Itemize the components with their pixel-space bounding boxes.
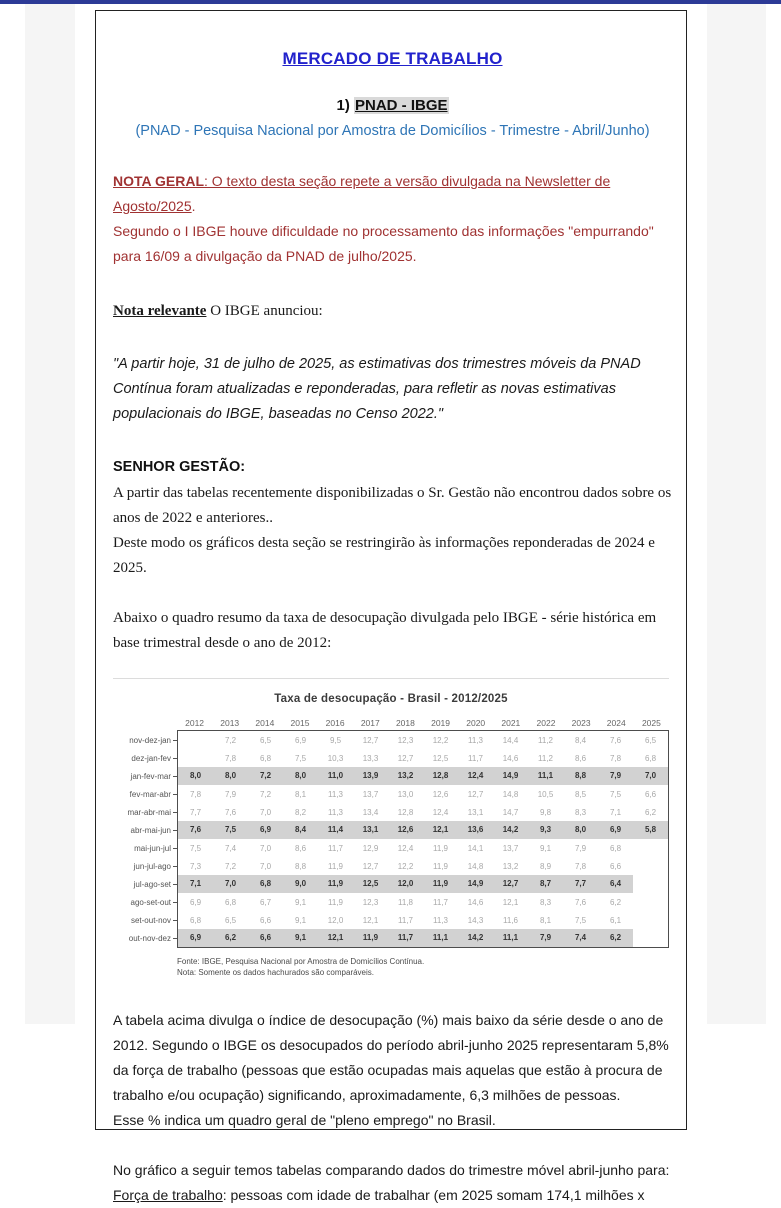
nota-geral-paragraph bbox=[113, 169, 672, 269]
table-cell: 6,2 bbox=[598, 929, 633, 947]
table-cell: 13,7 bbox=[362, 789, 379, 799]
table-cell: 11,7 bbox=[328, 843, 343, 853]
table-cell: 11,9 bbox=[433, 861, 448, 871]
table-cell: 7,5 bbox=[609, 789, 622, 799]
table-cell: 7,0 bbox=[213, 875, 248, 893]
table-cell: 13,1 bbox=[467, 807, 484, 817]
row-label: jun-jul-ago bbox=[113, 857, 177, 875]
table-cell: 7,5 bbox=[574, 915, 587, 925]
table-cell: 7,3 bbox=[189, 861, 202, 871]
table-cell: 6,9 bbox=[598, 821, 633, 839]
table-cell: 9,8 bbox=[539, 807, 552, 817]
nota-geral-line2: Segundo o I IBGE houve dificuldade no processamento das informações "empurrando" para 16/09 a divulgação da PNAD de julho/2025. bbox=[113, 223, 654, 264]
table-row bbox=[178, 785, 668, 803]
table-cell: 6,2 bbox=[213, 929, 248, 947]
ibge-quote: "A partir hoje, 31 de julho de 2025, as estimativas dos trimestres móveis da PNAD Contínua foram atualizadas e reponderadas, para refletir as novas estimativas populacionais do IBGE, baseadas no Censo 2022." bbox=[113, 356, 641, 422]
table-cell: 9,1 bbox=[294, 915, 307, 925]
year-header-cell: 2014 bbox=[255, 718, 275, 728]
table-cell: 6,6 bbox=[259, 915, 272, 925]
forca-de-trabalho-label: Força de trabalho bbox=[113, 1187, 223, 1204]
table-cell: 12,5 bbox=[432, 753, 449, 763]
table-cell: 11,2 bbox=[538, 753, 553, 763]
table-cell: 7,9 bbox=[528, 929, 563, 947]
table-cell: 6,2 bbox=[609, 897, 622, 907]
table-cell: 12,2 bbox=[432, 735, 449, 745]
analysis-text-2: Esse % indica um quadro geral de "pleno emprego" no Brasil. bbox=[113, 1112, 496, 1129]
table-cell: 8,8 bbox=[563, 767, 598, 785]
table-cell: 7,6 bbox=[224, 807, 237, 817]
table-cell: 7,1 bbox=[178, 875, 213, 893]
table-cell: 8,0 bbox=[563, 821, 598, 839]
table-cell: 8,1 bbox=[539, 915, 552, 925]
forca-de-trabalho-text: : pessoas com idade de trabalhar (em 2025 somam 174,1 milhões x bbox=[222, 1187, 645, 1204]
table-cell: 14,9 bbox=[458, 875, 493, 893]
table-cell: 12,3 bbox=[397, 735, 414, 745]
row-label: ago-set-out bbox=[113, 893, 177, 911]
table-cell: 6,8 bbox=[644, 753, 657, 763]
table-row bbox=[178, 821, 668, 839]
section-name: PNAD - IBGE bbox=[355, 97, 448, 114]
table-cell: 6,9 bbox=[189, 897, 202, 907]
row-label: nov-dez-jan bbox=[113, 731, 177, 749]
table-cell: 8,5 bbox=[574, 789, 587, 799]
table-cell: 11,9 bbox=[423, 875, 458, 893]
table-cell: 12,6 bbox=[388, 821, 423, 839]
table-cell: 7,9 bbox=[598, 767, 633, 785]
table-footnotes bbox=[177, 956, 669, 978]
table-cell: 14,2 bbox=[458, 929, 493, 947]
table-cell: 7,7 bbox=[563, 875, 598, 893]
table-cell: 7,6 bbox=[178, 821, 213, 839]
table-cell: 11,7 bbox=[433, 897, 448, 907]
table-cell: 11,6 bbox=[503, 915, 518, 925]
table-cell: 7,9 bbox=[224, 789, 237, 799]
table-cell: 12,4 bbox=[458, 767, 493, 785]
table-cell: 11,8 bbox=[398, 897, 413, 907]
table-intro-text: Abaixo o quadro resumo da taxa de desocupação divulgada pelo IBGE - série histórica em base trimestral desde o ano de 2012: bbox=[113, 610, 657, 651]
table-cell: 11,3 bbox=[328, 789, 343, 799]
table-cell: 7,2 bbox=[259, 789, 272, 799]
table-cell: 12,9 bbox=[362, 843, 379, 853]
table-row bbox=[178, 893, 668, 911]
table-cell: 7,8 bbox=[189, 789, 202, 799]
table-cell: 11,2 bbox=[538, 735, 553, 745]
table-cell: 12,7 bbox=[493, 875, 528, 893]
table-cell: 7,1 bbox=[609, 807, 622, 817]
table-cell: 11,3 bbox=[328, 807, 343, 817]
table-cell: 8,2 bbox=[294, 807, 307, 817]
table-cell: 11,1 bbox=[423, 929, 458, 947]
analysis-paragraph-2 bbox=[113, 1158, 672, 1208]
next-chart-intro: No gráfico a seguir temos tabelas comparando dados do trimestre móvel abril-junho para: bbox=[113, 1162, 670, 1179]
table-cell: 6,8 bbox=[609, 843, 622, 853]
table-cell: 8,9 bbox=[539, 861, 552, 871]
row-label: mar-abr-mai bbox=[113, 803, 177, 821]
table-grid bbox=[177, 730, 669, 948]
row-label: jan-fev-mar bbox=[113, 767, 177, 785]
table-cell: 8,3 bbox=[539, 897, 552, 907]
unemployment-rate-figure bbox=[113, 678, 669, 988]
table-row bbox=[178, 749, 668, 767]
table-cell: 12,2 bbox=[397, 861, 414, 871]
table-cell: 12,5 bbox=[353, 875, 388, 893]
year-header-cell: 2021 bbox=[501, 718, 521, 728]
table-cell: 14,6 bbox=[467, 897, 484, 907]
row-label: out-nov-dez bbox=[113, 929, 177, 947]
table-cell: 11,9 bbox=[353, 929, 388, 947]
table-row bbox=[178, 731, 668, 749]
nota-geral-underlined-text: : O texto desta seção repete a versão divulgada na Newsletter de Agosto/2025 bbox=[113, 173, 611, 214]
analysis-text-1: A tabela acima divulga o índice de desocupação (%) mais baixo da série desde o ano de 2012. Segundo o IBGE os desocupados do período abril-junho 2025 representaram 5,8% da força de trabalho (pessoas que estão ocupadas mais aquelas que estão à procura de trabalho e/ou ocupação) significando, aproximadamente, 6,3 milhões de pessoas. bbox=[113, 1012, 669, 1104]
year-header-cell: 2015 bbox=[290, 718, 310, 728]
table-cell: 11,7 bbox=[388, 929, 423, 947]
table-row bbox=[178, 875, 668, 893]
document-frame bbox=[95, 10, 687, 1204]
table-cell: 11,9 bbox=[433, 843, 448, 853]
table-cell: 12,8 bbox=[423, 767, 458, 785]
table-cell: 14,9 bbox=[493, 767, 528, 785]
senhor-gestao-line2: Deste modo os gráficos desta seção se restringirão às informações reponderadas de 2024 e 2025. bbox=[113, 535, 655, 576]
table-cell: 13,7 bbox=[502, 843, 519, 853]
table-cell: 6,8 bbox=[189, 915, 202, 925]
year-header-cell: 2023 bbox=[571, 718, 591, 728]
year-header-cell: 2016 bbox=[325, 718, 345, 728]
table-cell: 9,3 bbox=[528, 821, 563, 839]
table-cell: 7,8 bbox=[224, 753, 237, 763]
table-cell: 7,5 bbox=[189, 843, 202, 853]
section-subtitle: (PNAD - Pesquisa Nacional por Amostra de Domicílios - Trimestre - Abril/Junho) bbox=[135, 123, 650, 139]
table-cell: 11,1 bbox=[493, 929, 528, 947]
table-cell: 13,9 bbox=[353, 767, 388, 785]
row-label: set-out-nov bbox=[113, 911, 177, 929]
table-cell: 11,0 bbox=[318, 767, 353, 785]
table-cell: 6,5 bbox=[224, 915, 237, 925]
table-cell: 6,8 bbox=[224, 897, 237, 907]
table-cell: 11,7 bbox=[398, 915, 413, 925]
table-cell: 12,4 bbox=[397, 843, 414, 853]
table-row bbox=[178, 929, 668, 947]
table-title: Taxa de desocupação - Brasil - 2012/2025 bbox=[274, 693, 508, 705]
table-cell: 14,8 bbox=[467, 861, 484, 871]
table-cell: 7,6 bbox=[609, 735, 622, 745]
table-cell: 11,7 bbox=[468, 753, 483, 763]
table-cell: 13,2 bbox=[502, 861, 519, 871]
table-cell: 12,8 bbox=[397, 807, 414, 817]
page-title: MERCADO DE TRABALHO bbox=[282, 49, 503, 68]
table-cell: 13,2 bbox=[388, 767, 423, 785]
table-row bbox=[178, 839, 668, 857]
table-note: Nota: Somente os dados hachurados são comparáveis. bbox=[177, 968, 375, 978]
table-cell: 11,3 bbox=[468, 735, 483, 745]
table-cell: 12,0 bbox=[388, 875, 423, 893]
table-cell: 7,0 bbox=[259, 861, 272, 871]
senhor-gestao-line1: A partir das tabelas recentemente disponibilizadas o Sr. Gestão não encontrou dados sobre os anos de 2022 e anteriores.. bbox=[113, 485, 672, 526]
table-cell: 11,4 bbox=[318, 821, 353, 839]
table-cell: 12,0 bbox=[327, 915, 344, 925]
table-cell: 7,5 bbox=[294, 753, 307, 763]
table-cell: 12,7 bbox=[397, 753, 414, 763]
table-cell: 6,8 bbox=[259, 753, 272, 763]
table-cell: 8,8 bbox=[294, 861, 307, 871]
table-cell: 14,8 bbox=[502, 789, 519, 799]
table-cell: 8,7 bbox=[528, 875, 563, 893]
table-cell: 14,6 bbox=[502, 753, 519, 763]
table-cell: 7,6 bbox=[574, 897, 587, 907]
row-label: abr-mai-jun bbox=[113, 821, 177, 839]
table-year-header bbox=[177, 715, 669, 730]
table-cell: 12,7 bbox=[362, 735, 379, 745]
senhor-gestao-text bbox=[113, 481, 672, 581]
table-cell: 9,0 bbox=[283, 875, 318, 893]
table-cell: 11,9 bbox=[328, 861, 343, 871]
table-cell: 7,5 bbox=[213, 821, 248, 839]
senhor-gestao-heading: SENHOR GESTÃO: bbox=[113, 459, 246, 475]
table-cell: 8,0 bbox=[213, 767, 248, 785]
table-cell: 7,2 bbox=[224, 861, 237, 871]
table-cell: 13,1 bbox=[353, 821, 388, 839]
row-label: mai-jun-jul bbox=[113, 839, 177, 857]
year-header-cell: 2013 bbox=[220, 718, 240, 728]
table-cell: 7,2 bbox=[224, 735, 237, 745]
section-number: 1) bbox=[336, 97, 354, 114]
year-header-cell: 2022 bbox=[536, 718, 556, 728]
table-cell: 7,8 bbox=[609, 753, 622, 763]
table-cell: 7,2 bbox=[248, 767, 283, 785]
table-cell: 14,3 bbox=[467, 915, 484, 925]
table-cell: 6,7 bbox=[259, 897, 272, 907]
table-cell: 12,1 bbox=[318, 929, 353, 947]
row-label: dez-jan-fev bbox=[113, 749, 177, 767]
table-cell: 12,1 bbox=[362, 915, 379, 925]
table-cell: 12,6 bbox=[432, 789, 449, 799]
table-cell: 11,9 bbox=[328, 897, 343, 907]
table-cell: 7,4 bbox=[224, 843, 237, 853]
table-cell: 6,5 bbox=[644, 735, 657, 745]
table-cell: 7,4 bbox=[563, 929, 598, 947]
table-cell: 6,2 bbox=[644, 807, 657, 817]
year-header-cell: 2012 bbox=[185, 718, 205, 728]
table-cell: 6,6 bbox=[609, 861, 622, 871]
table-cell: 10,5 bbox=[537, 789, 554, 799]
table-cell: 6,9 bbox=[178, 929, 213, 947]
table-row bbox=[178, 857, 668, 875]
table-cell: 13,0 bbox=[397, 789, 414, 799]
background-strip-right bbox=[707, 4, 766, 1024]
table-row-labels bbox=[113, 731, 177, 947]
nota-relevante-paragraph bbox=[113, 299, 672, 324]
table-cell: 9,1 bbox=[539, 843, 552, 853]
analysis-paragraph-1 bbox=[113, 1008, 672, 1133]
table-cell: 7,0 bbox=[259, 843, 272, 853]
table-cell: 13,6 bbox=[458, 821, 493, 839]
nota-relevante-text: O IBGE anunciou: bbox=[206, 303, 323, 319]
nota-geral-period: . bbox=[191, 198, 196, 214]
table-cell: 6,1 bbox=[609, 915, 622, 925]
table-row bbox=[178, 767, 668, 785]
year-header-cell: 2018 bbox=[395, 718, 415, 728]
table-cell: 9,5 bbox=[329, 735, 342, 745]
table-cell: 7,0 bbox=[633, 767, 668, 785]
table-cell: 13,4 bbox=[362, 807, 379, 817]
table-cell: 6,9 bbox=[248, 821, 283, 839]
table-cell: 7,9 bbox=[574, 843, 587, 853]
table-cell: 14,7 bbox=[502, 807, 519, 817]
year-header-cell: 2025 bbox=[641, 718, 661, 728]
table-cell: 8,6 bbox=[294, 843, 307, 853]
table-cell: 14,1 bbox=[467, 843, 484, 853]
table-cell: 11,9 bbox=[318, 875, 353, 893]
table-cell: 10,3 bbox=[327, 753, 344, 763]
table-row bbox=[178, 911, 668, 929]
table-cell: 6,8 bbox=[248, 875, 283, 893]
nota-relevante-label: Nota relevante bbox=[113, 303, 207, 319]
table-cell: 12,1 bbox=[423, 821, 458, 839]
table-source: Fonte: IBGE, Pesquisa Nacional por Amostra de Domicílios Contínua. bbox=[177, 957, 425, 966]
row-label: fev-mar-abr bbox=[113, 785, 177, 803]
table-cell: 8,3 bbox=[574, 807, 587, 817]
table-cell: 12,7 bbox=[467, 789, 484, 799]
table-cell: 11,1 bbox=[528, 767, 563, 785]
table-cell: 8,4 bbox=[574, 735, 587, 745]
table-cell: 8,4 bbox=[283, 821, 318, 839]
table-cell: 12,7 bbox=[362, 861, 379, 871]
year-header-cell: 2017 bbox=[360, 718, 380, 728]
table-cell: 9,1 bbox=[283, 929, 318, 947]
year-header-cell: 2019 bbox=[431, 718, 451, 728]
table-cell: 14,4 bbox=[502, 735, 519, 745]
background-strip-left bbox=[25, 4, 75, 1024]
table-cell: 7,8 bbox=[574, 861, 587, 871]
year-header-cell: 2024 bbox=[606, 718, 626, 728]
table-cell: 8,6 bbox=[574, 753, 587, 763]
table-cell: 7,0 bbox=[259, 807, 272, 817]
table-cell: 5,8 bbox=[633, 821, 668, 839]
table-cell: 12,3 bbox=[362, 897, 379, 907]
table-cell: 8,0 bbox=[283, 767, 318, 785]
section-heading bbox=[113, 97, 672, 114]
table-cell: 7,7 bbox=[189, 807, 202, 817]
row-label: jul-ago-set bbox=[113, 875, 177, 893]
table-cell: 9,1 bbox=[294, 897, 307, 907]
table-cell: 6,4 bbox=[598, 875, 633, 893]
table-cell: 14,2 bbox=[493, 821, 528, 839]
table-cell: 8,1 bbox=[294, 789, 307, 799]
table-cell: 12,1 bbox=[502, 897, 519, 907]
table-cell: 6,9 bbox=[294, 735, 307, 745]
unemployment-table bbox=[113, 715, 669, 948]
table-cell: 13,3 bbox=[362, 753, 379, 763]
table-cell: 11,3 bbox=[433, 915, 448, 925]
nota-geral-label: NOTA GERAL bbox=[113, 173, 204, 189]
top-accent-bar bbox=[0, 0, 781, 4]
table-cell: 12,4 bbox=[432, 807, 449, 817]
table-row bbox=[178, 803, 668, 821]
table-cell: 6,6 bbox=[644, 789, 657, 799]
table-cell: 6,5 bbox=[259, 735, 272, 745]
table-cell: 6,6 bbox=[248, 929, 283, 947]
table-cell: 8,0 bbox=[178, 767, 213, 785]
year-header-cell: 2020 bbox=[466, 718, 486, 728]
